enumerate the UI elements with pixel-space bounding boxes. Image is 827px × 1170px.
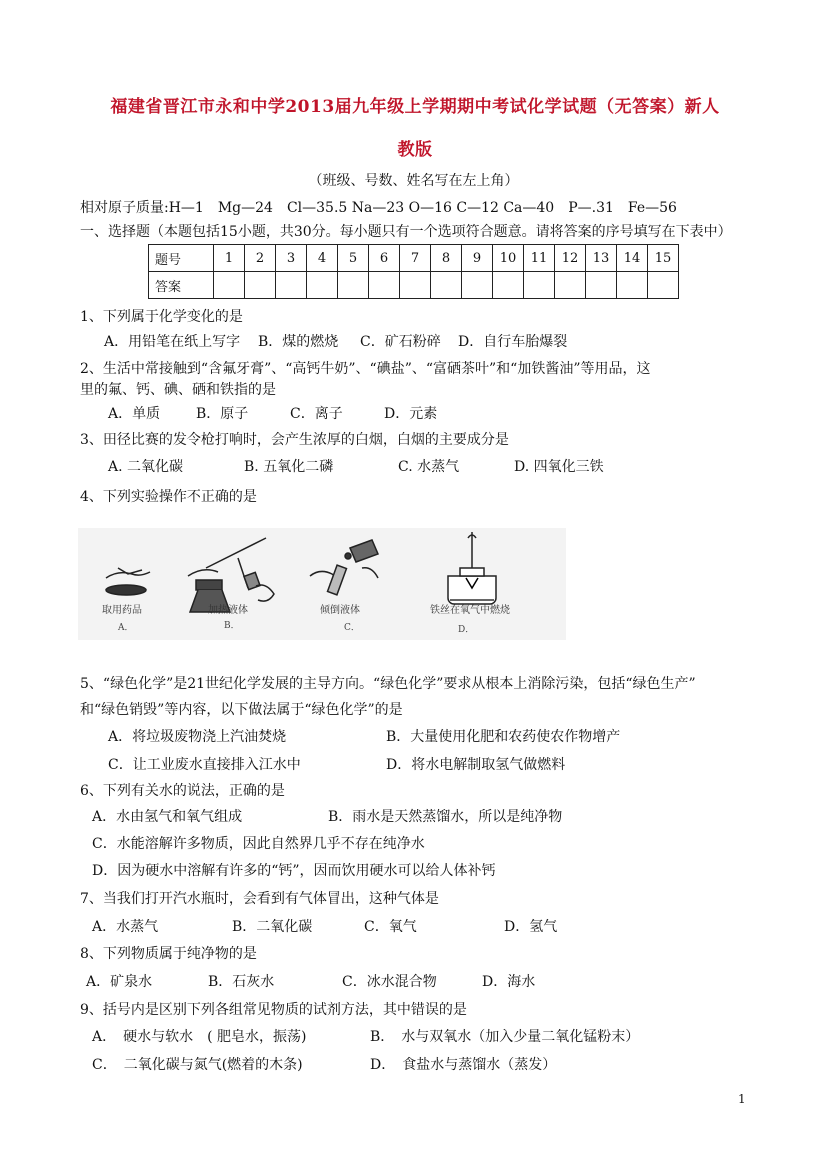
table-number-cell: 3 bbox=[276, 245, 307, 272]
question-7-option-a: A．水蒸气 bbox=[92, 919, 159, 935]
figure-caption-c: 倾倒液体 bbox=[320, 605, 360, 616]
table-number-cell: 5 bbox=[338, 245, 369, 272]
table-number-cell: 10 bbox=[493, 245, 524, 272]
question-8-option-d: D．海水 bbox=[482, 974, 536, 990]
table-number-cell: 8 bbox=[431, 245, 462, 272]
exam-title-line2: 教版 bbox=[397, 140, 433, 160]
answer-cell[interactable] bbox=[431, 272, 462, 299]
atomic-mass-line: 相对原子质量:H—1 Mg—24 Cl—35.5 Na—23 O—16 C—12 Ca—40 P—.31 Fe—56 bbox=[80, 200, 677, 216]
table-number-cell: 2 bbox=[245, 245, 276, 272]
section-heading: 一、选择题（本题包括15小题，共30分。每小题只有一个选项符合题意。请将答案的序号填写在下表中） bbox=[80, 224, 732, 240]
answer-cell[interactable] bbox=[555, 272, 586, 299]
question-2-option-c: C．离子 bbox=[290, 406, 343, 422]
question-9-stem: 9、括号内是区别下列各组常见物质的试剂方法，其中错误的是 bbox=[80, 1002, 467, 1018]
table-number-cell: 12 bbox=[555, 245, 586, 272]
table-number-cell: 14 bbox=[617, 245, 648, 272]
question-8-option-c: C．冰水混合物 bbox=[342, 974, 437, 990]
answer-cell[interactable] bbox=[276, 272, 307, 299]
question-1-option-d: D．自行车胎爆裂 bbox=[458, 334, 568, 350]
question-5-stem-cont: 和“绿色销毁”等内容，以下做法属于“绿色化学”的是 bbox=[80, 702, 403, 718]
table-number-cell: 13 bbox=[586, 245, 617, 272]
question-5-option-b: B．大量使用化肥和农药使农作物增产 bbox=[386, 729, 621, 745]
question-3-option-b: B. 五氧化二磷 bbox=[244, 459, 334, 475]
answer-cell[interactable] bbox=[214, 272, 245, 299]
drawing-d bbox=[448, 532, 496, 604]
figure-letter-b: B． bbox=[224, 621, 240, 631]
question-6-option-b: B．雨水是天然蒸馏水，所以是纯净物 bbox=[328, 809, 563, 825]
question-3-stem: 3、田径比赛的发令枪打响时，会产生浓厚的白烟，白烟的主要成分是 bbox=[80, 432, 509, 448]
exam-title-line1: 福建省晋江市永和中学2013届九年级上学期期中考试化学试题（无答案）新人 bbox=[110, 97, 720, 117]
answer-cell[interactable] bbox=[524, 272, 555, 299]
question-6-option-d: D．因为硬水中溶解有许多的“钙”，因而饮用硬水可以给人体补钙 bbox=[92, 863, 496, 879]
lab-operations-figure bbox=[78, 528, 566, 640]
exam-subtitle: （班级、号数、姓名写在左上角） bbox=[308, 173, 519, 189]
question-2-stem-cont: 里的氟、钙、碘、硒和铁指的是 bbox=[80, 382, 276, 398]
question-9-option-b: B． 水与双氧水（加入少量二氧化锰粉末） bbox=[370, 1029, 640, 1045]
figure-caption-a: 取用药品 bbox=[102, 605, 142, 616]
table-number-cell: 6 bbox=[369, 245, 400, 272]
table-label-answer: 答案 bbox=[149, 272, 214, 299]
figure-letter-c: C． bbox=[344, 623, 360, 633]
answer-table bbox=[148, 244, 679, 299]
question-8-option-a: A．矿泉水 bbox=[86, 974, 153, 990]
question-2-stem: 2、生活中常接触到“含氟牙膏”、“高钙牛奶”、“碘盐”、“富硒茶叶”和“加铁酱油”等用品，这 bbox=[80, 361, 651, 377]
question-2-option-b: B．原子 bbox=[196, 406, 249, 422]
question-7-option-c: C．氧气 bbox=[364, 919, 417, 935]
answer-cell[interactable] bbox=[462, 272, 493, 299]
question-3-option-d: D. 四氧化三铁 bbox=[514, 459, 604, 475]
question-4-stem: 4、下列实验操作不正确的是 bbox=[80, 489, 257, 505]
question-9-option-c: C． 二氧化碳与氮气(燃着的木条) bbox=[92, 1057, 303, 1073]
answer-cell[interactable] bbox=[369, 272, 400, 299]
lab-operations-illustration bbox=[78, 528, 566, 640]
answer-table-number-row bbox=[149, 245, 679, 272]
figure-letter-a: A． bbox=[118, 623, 134, 633]
answer-cell[interactable] bbox=[307, 272, 338, 299]
question-3-option-a: A. 二氧化碳 bbox=[108, 459, 184, 475]
table-number-cell: 1 bbox=[214, 245, 245, 272]
question-7-stem: 7、当我们打开汽水瓶时，会看到有气体冒出，这种气体是 bbox=[80, 891, 439, 907]
question-1-option-b: B．煤的燃烧 bbox=[258, 334, 339, 350]
answer-table-answer-row bbox=[149, 272, 679, 299]
question-2-option-a: A．单质 bbox=[108, 406, 161, 422]
question-5-option-a: A．将垃圾废物浇上汽油焚烧 bbox=[108, 729, 287, 745]
question-8-option-b: B．石灰水 bbox=[208, 974, 275, 990]
answer-cell[interactable] bbox=[617, 272, 648, 299]
figure-letter-d: D． bbox=[458, 625, 475, 635]
answer-cell[interactable] bbox=[586, 272, 617, 299]
drawing-a bbox=[106, 568, 150, 595]
answer-cell[interactable] bbox=[400, 272, 431, 299]
figure-caption-d: 铁丝在氧气中燃烧 bbox=[430, 605, 510, 616]
figure-caption-b: 加热液体 bbox=[208, 605, 248, 616]
answer-cell[interactable] bbox=[648, 272, 679, 299]
question-1-option-c: C．矿石粉碎 bbox=[360, 334, 441, 350]
question-7-option-d: D．氢气 bbox=[504, 919, 558, 935]
question-7-option-b: B．二氧化碳 bbox=[232, 919, 313, 935]
question-1-stem: 1、下列属于化学变化的是 bbox=[80, 309, 243, 325]
question-6-stem: 6、下列有关水的说法，正确的是 bbox=[80, 783, 285, 799]
question-1-option-a: A．用铅笔在纸上写字 bbox=[104, 334, 241, 350]
question-6-option-c: C．水能溶解许多物质，因此自然界几乎不存在纯净水 bbox=[92, 836, 425, 852]
answer-cell[interactable] bbox=[493, 272, 524, 299]
question-5-stem: 5、“绿色化学”是21世纪化学发展的主导方向。“绿色化学”要求从根本上消除污染，包括“绿色生产” bbox=[80, 676, 696, 692]
question-9-option-a: A． 硬水与软水 ( 肥皂水，振荡) bbox=[92, 1029, 307, 1045]
table-label-number: 题号 bbox=[149, 245, 214, 272]
question-5-option-c: C．让工业废水直接排入江水中 bbox=[108, 757, 301, 773]
answer-cell[interactable] bbox=[245, 272, 276, 299]
question-5-option-d: D．将水电解制取氢气做燃料 bbox=[386, 757, 566, 773]
drawing-c bbox=[310, 540, 378, 595]
table-number-cell: 7 bbox=[400, 245, 431, 272]
question-6-option-a: A．水由氢气和氧气组成 bbox=[92, 809, 243, 825]
question-3-option-c: C. 水蒸气 bbox=[398, 459, 460, 475]
question-9-option-d: D． 食盐水与蒸馏水（蒸发） bbox=[370, 1057, 557, 1073]
table-number-cell: 4 bbox=[307, 245, 338, 272]
question-8-stem: 8、下列物质属于纯净物的是 bbox=[80, 946, 257, 962]
answer-cell[interactable] bbox=[338, 272, 369, 299]
table-number-cell: 9 bbox=[462, 245, 493, 272]
question-2-option-d: D．元素 bbox=[384, 406, 438, 422]
table-number-cell: 15 bbox=[648, 245, 679, 272]
page-number: 1 bbox=[738, 1092, 746, 1106]
table-number-cell: 11 bbox=[524, 245, 555, 272]
